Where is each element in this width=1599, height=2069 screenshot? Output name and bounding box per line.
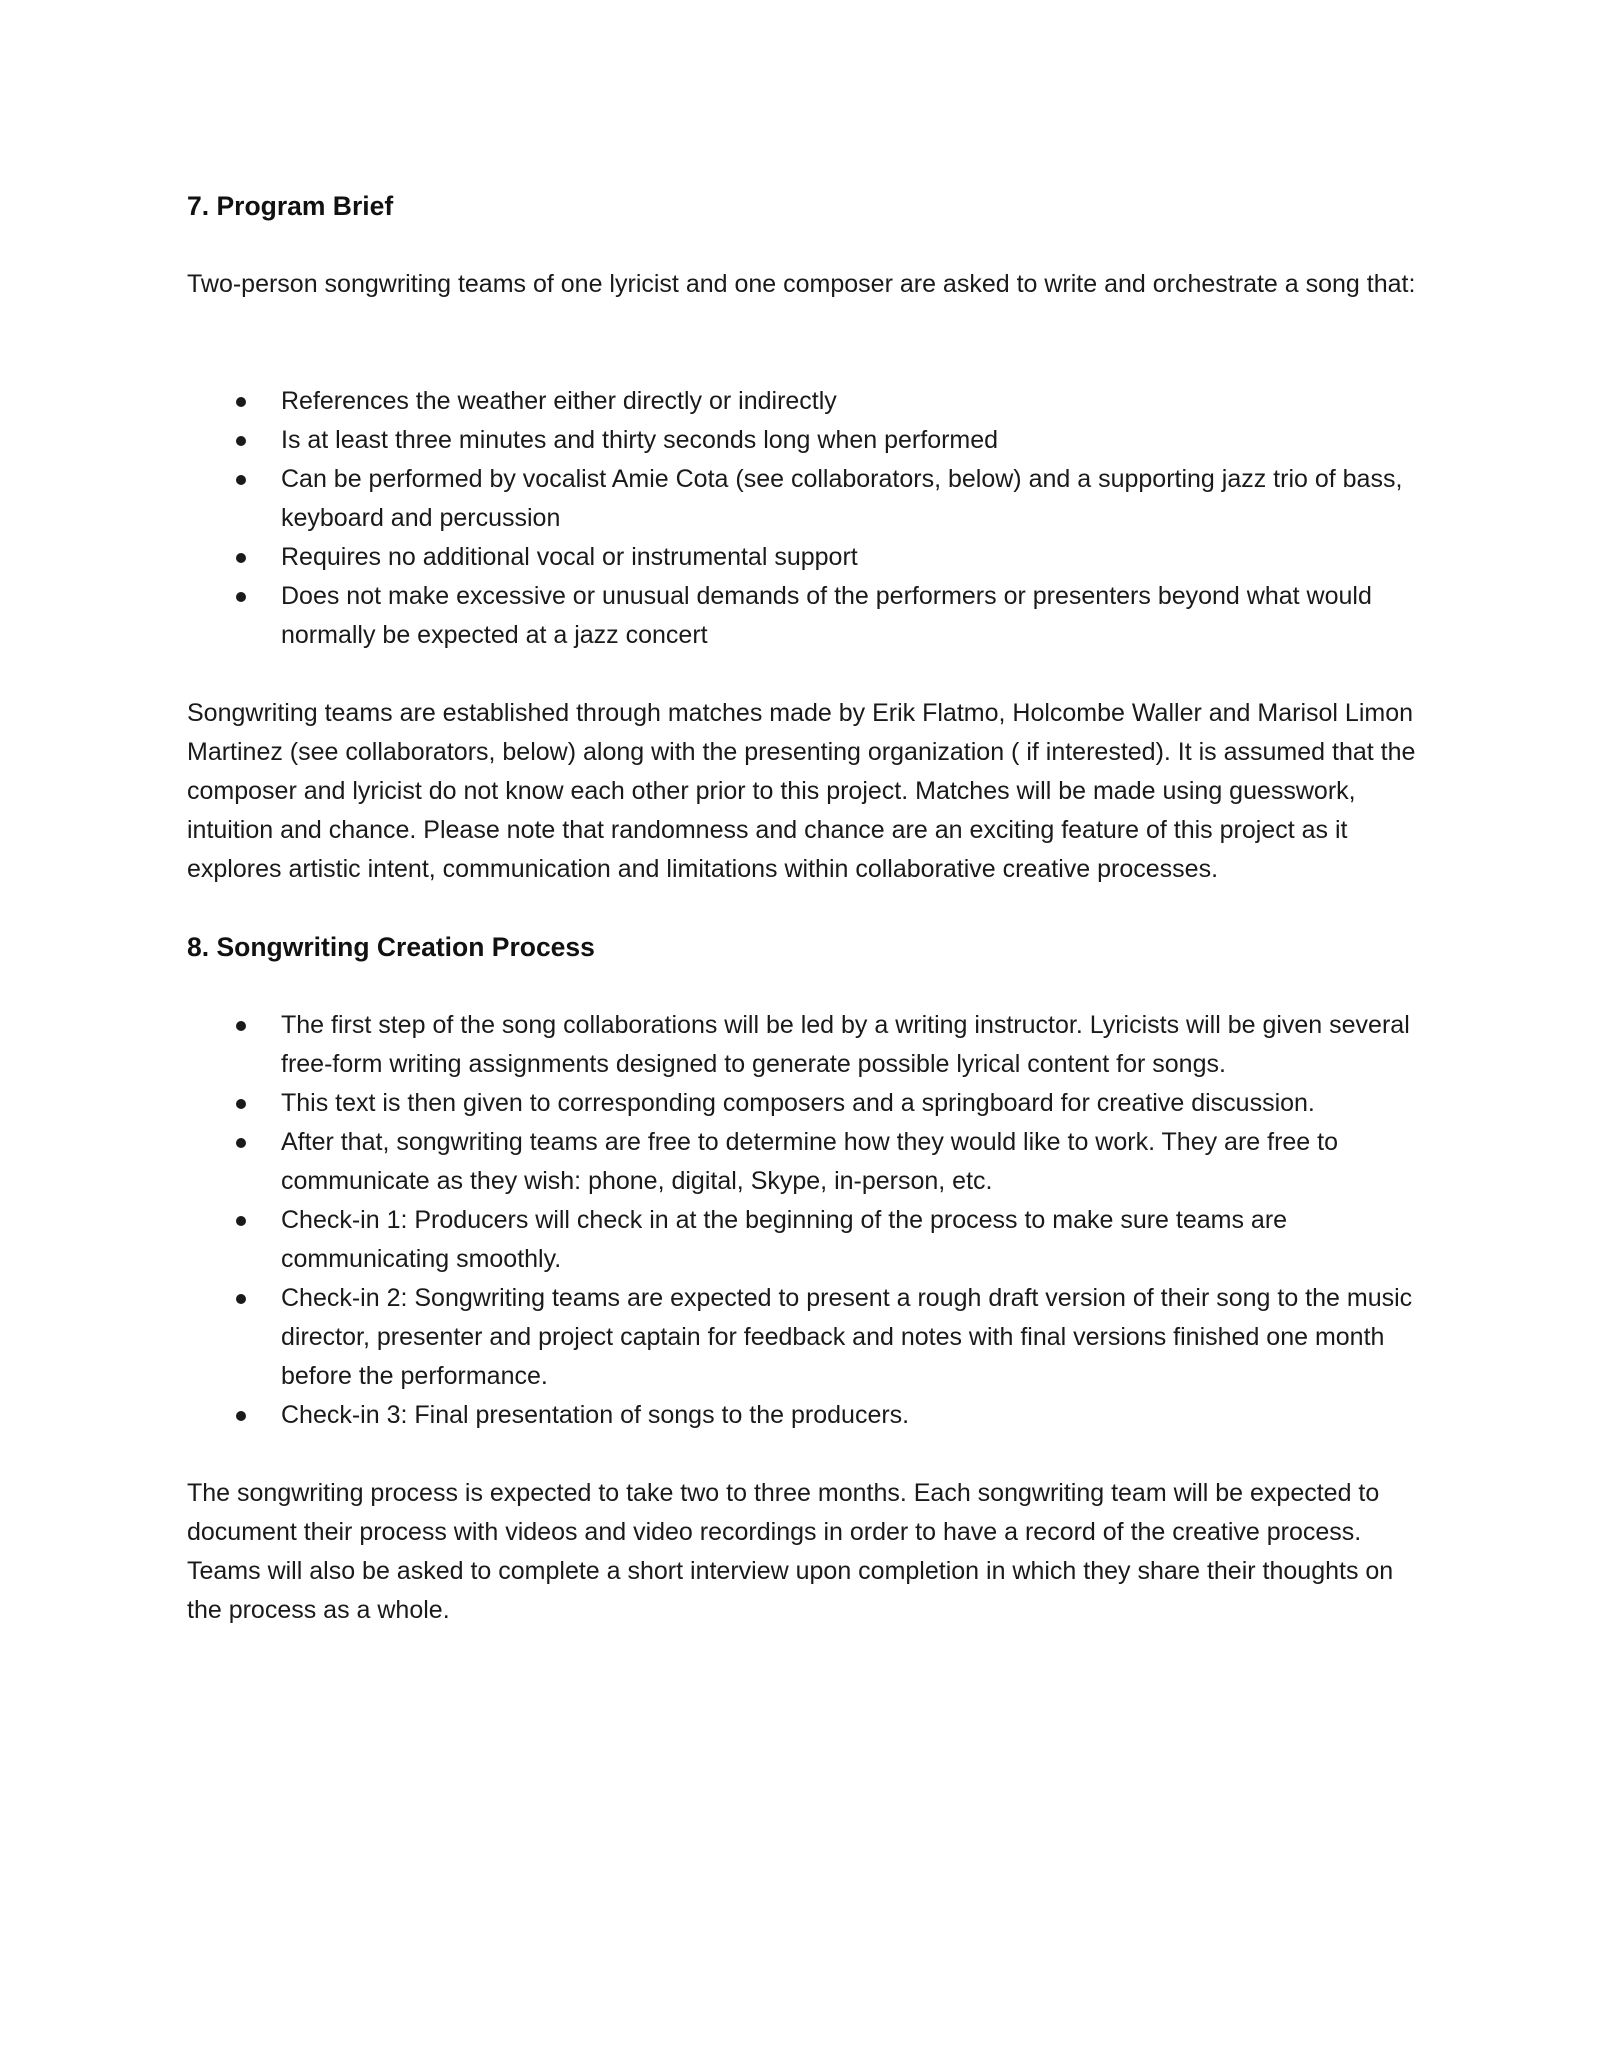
- bullet-icon: [236, 1294, 246, 1304]
- list-item-text: Does not make excessive or unusual demands of the performers or presenters beyond what would normally be expected at a jazz concert: [281, 582, 1372, 649]
- list-item-text: Check-in 1: Producers will check in at the beginning of the process to make sure teams are communicating smoothly.: [281, 1206, 1288, 1273]
- section-heading-program-brief: 7. Program Brief: [187, 191, 394, 221]
- bullet-icon: [236, 1021, 246, 1031]
- list-item: [187, 421, 1427, 460]
- list-item: [187, 382, 1427, 421]
- bullet-icon: [236, 592, 246, 602]
- list-item-text: This text is then given to corresponding composers and a springboard for creative discussion.: [281, 1089, 1315, 1117]
- list-item-text: Check-in 2: Songwriting teams are expected to present a rough draft version of their song to the music director, presenter and project captain for feedback and notes with final versions finished one month before the performance.: [281, 1284, 1413, 1390]
- page-content: [187, 187, 1427, 1630]
- list-item: [187, 1396, 1427, 1435]
- list-item-text: References the weather either directly or indirectly: [281, 387, 837, 415]
- creation-process-steps-list: [187, 1006, 1427, 1435]
- program-brief-matching-paragraph: Songwriting teams are established through matches made by Erik Flatmo, Holcombe Waller and Marisol Limon Martinez (see collaborators, below) along with the presenting organization ( if interested). It is assumed that the composer and lyricist do not know each other prior to this project. Matches will be made using guesswork, intuition and chance. Please note that randomness and chance are an exciting feature of this project as it explores artistic intent, communication and limitations within collaborative creative processes.: [187, 699, 1416, 883]
- bullet-icon: [236, 1411, 246, 1421]
- list-item: [187, 1006, 1427, 1084]
- list-item: [187, 1084, 1427, 1123]
- list-item: [187, 1279, 1427, 1396]
- bullet-icon: [236, 1138, 246, 1148]
- list-item: [187, 1123, 1427, 1201]
- list-item-text: The first step of the song collaborations will be led by a writing instructor. Lyricists will be given several free-form writing assignments designed to generate possible lyrical content for songs.: [281, 1011, 1410, 1078]
- bullet-icon: [236, 397, 246, 407]
- section-heading-songwriting-creation-process: 8. Songwriting Creation Process: [187, 932, 595, 962]
- list-item-text: Is at least three minutes and thirty seconds long when performed: [281, 426, 999, 454]
- creation-process-timeline-paragraph: The songwriting process is expected to take two to three months. Each songwriting team will be expected to document their process with videos and video recordings in order to have a record of the creative process. Teams will also be asked to complete a short interview upon completion in which they share their thoughts on the process as a whole.: [187, 1479, 1394, 1624]
- list-item: [187, 1201, 1427, 1279]
- list-item-text: Requires no additional vocal or instrumental support: [281, 543, 858, 571]
- bullet-icon: [236, 553, 246, 563]
- list-item-text: Can be performed by vocalist Amie Cota (see collaborators, below) and a supporting jazz trio of bass, keyboard and percussion: [281, 465, 1403, 532]
- list-item: [187, 577, 1427, 655]
- bullet-icon: [236, 436, 246, 446]
- bullet-icon: [236, 1099, 246, 1109]
- bullet-icon: [236, 1216, 246, 1226]
- bullet-icon: [236, 475, 246, 485]
- list-item-text: Check-in 3: Final presentation of songs to the producers.: [281, 1401, 910, 1429]
- list-item: [187, 538, 1427, 577]
- list-item: [187, 460, 1427, 538]
- program-brief-intro: Two-person songwriting teams of one lyricist and one composer are asked to write and orchestrate a song that:: [187, 270, 1416, 298]
- program-brief-requirements-list: [187, 382, 1427, 655]
- list-item-text: After that, songwriting teams are free to determine how they would like to work. They are free to communicate as they wish: phone, digital, Skype, in-person, etc.: [281, 1128, 1338, 1195]
